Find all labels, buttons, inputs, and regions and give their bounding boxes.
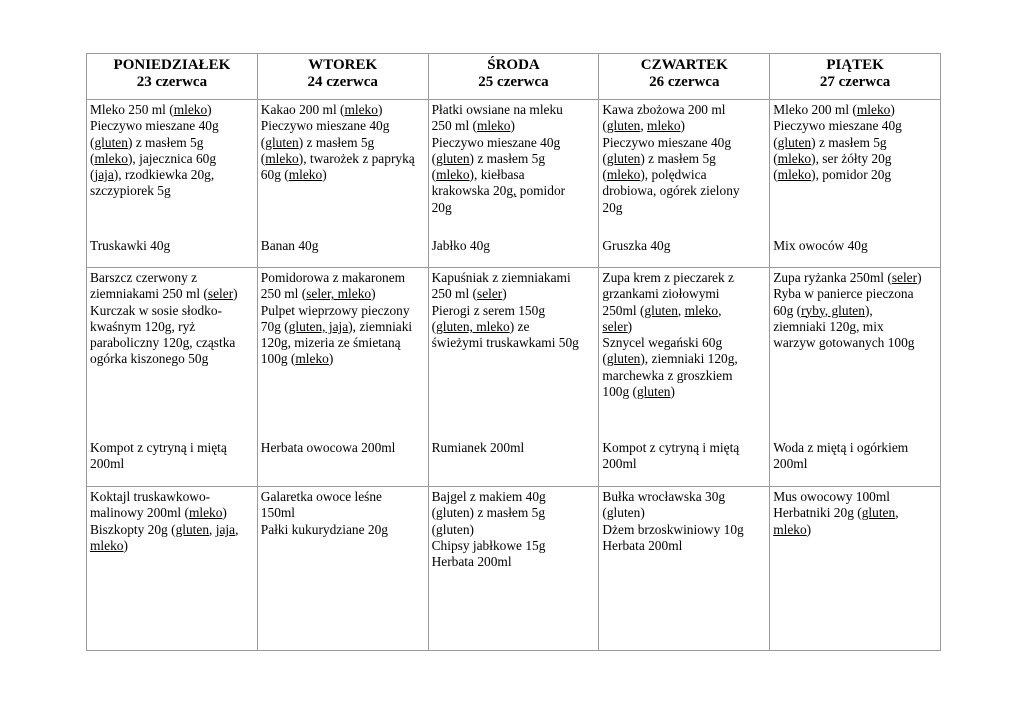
day-name: ŚRODA xyxy=(487,57,540,73)
text-line: Mleko 250 ml (mleko) xyxy=(90,102,212,117)
day-header xyxy=(428,54,599,100)
text-line: krakowska 20g, pomidor xyxy=(431,183,566,199)
allergen-tag: mleko xyxy=(288,167,323,183)
text-line: szczypiorek 5g xyxy=(90,183,171,199)
text-line: Mleko 200 ml (mleko) xyxy=(773,102,895,117)
text-line: Jabłko 40g xyxy=(431,238,490,253)
menu-table xyxy=(86,53,941,651)
text-line: paraboliczny 120g, cząstka xyxy=(90,335,236,351)
meal-text xyxy=(602,270,766,400)
text-line: (mleko), pomidor 20g xyxy=(773,167,892,183)
menu-cell xyxy=(428,100,599,268)
text-line: Pieczywo mieszane 40g xyxy=(90,118,219,134)
text-line: 120g, mizeria ze śmietaną xyxy=(260,335,401,351)
text-line: Mus owocowy 100ml xyxy=(773,489,890,504)
text-line: Płatki owsiane na mleku xyxy=(431,102,563,117)
text-line: Kapuśniak z ziemniakami xyxy=(431,270,571,285)
text-line: Herbata owocowa 200ml xyxy=(260,440,396,455)
menu-cell xyxy=(87,268,258,487)
menu-cell xyxy=(257,268,428,487)
text-line: Sznycel wegański 60g xyxy=(602,335,723,351)
header-row xyxy=(87,54,941,100)
text-line: Galaretka owoce leśne xyxy=(260,489,382,504)
drink-text xyxy=(773,440,937,473)
allergen-tag: , xyxy=(513,183,517,199)
meal-text xyxy=(432,489,596,570)
day-date: 24 czerwca xyxy=(307,74,378,90)
meal-text xyxy=(90,489,254,554)
text-line: Bułka wrocławska 30g xyxy=(602,489,726,504)
text-line: Pierogi z serem 150g xyxy=(431,302,546,318)
text-line: (mleko), ser żółty 20g xyxy=(773,150,892,166)
allergen-tag: gluten, mleko xyxy=(436,318,510,334)
text-line: Kawa zbożowa 200 ml xyxy=(602,102,726,117)
allergen-tag: gluten xyxy=(606,351,641,367)
allergen-tag: seler xyxy=(476,286,503,302)
text-line: (mleko), polędwica xyxy=(602,167,707,183)
text-line: Chipsy jabłkowe 15g xyxy=(431,537,546,553)
meal-text xyxy=(261,489,425,538)
text-line: Biszkopty 20g (gluten, jaja, xyxy=(90,521,239,537)
text-line: grzankami ziołowymi xyxy=(602,286,720,302)
text-line: Barszcz czerwony z xyxy=(90,270,198,285)
fruit-text xyxy=(90,238,254,254)
allergen-tag: mleko xyxy=(856,102,891,117)
menu-cell xyxy=(257,100,428,268)
allergen-tag: mleko xyxy=(606,167,641,183)
text-line: Koktajl truskawkowo- xyxy=(90,489,211,504)
text-line: (gluten, mleko) xyxy=(602,118,685,134)
fruit-text xyxy=(261,238,425,254)
text-line: ziemniakami 250 ml (seler) xyxy=(90,286,238,302)
allergen-tag: mleko xyxy=(436,167,470,183)
allergen-tag: gluten xyxy=(436,150,470,166)
text-line: (gluten), ziemniaki 120g, xyxy=(602,351,738,367)
text-line: Kompot z cytryną i miętą xyxy=(602,440,740,455)
text-line: marchewka z groszkiem xyxy=(602,367,733,383)
text-line: 100g (gluten) xyxy=(602,384,675,400)
text-line: 20g xyxy=(431,199,452,215)
drink-text xyxy=(261,440,425,456)
text-line: Truskawki 40g xyxy=(90,238,171,253)
text-line: 250 ml (seler) xyxy=(431,286,507,302)
lunch-row xyxy=(87,268,941,487)
text-line: Pieczywo mieszane 40g xyxy=(602,134,732,150)
meal-text xyxy=(261,102,425,183)
menu-cell xyxy=(257,487,428,651)
text-line: (mleko), twarożek z papryką xyxy=(260,150,415,166)
menu-cell xyxy=(770,100,941,268)
allergen-tag: gluten xyxy=(94,134,128,150)
text-line: świeżymi truskawkami 50g xyxy=(431,335,579,351)
allergen-tag: seler, mleko xyxy=(306,286,372,302)
text-line: Kurczak w sosie słodko- xyxy=(90,302,223,318)
allergen-tag: mleko xyxy=(777,167,812,183)
text-line: (mleko), jajecznica 60g xyxy=(90,150,217,166)
menu-cell xyxy=(770,487,941,651)
allergen-tag: mleko xyxy=(647,118,681,134)
drink-text xyxy=(602,440,766,473)
text-line: Kakao 200 ml (mleko) xyxy=(260,102,383,117)
text-line: mleko) xyxy=(773,521,812,537)
text-line: Pulpet wieprzowy pieczony xyxy=(260,302,410,318)
text-line: Rumianek 200ml xyxy=(431,440,525,455)
text-line: Pieczywo mieszane 40g xyxy=(431,134,561,150)
allergen-tag: gluten xyxy=(175,521,210,537)
allergen-tag: mleko xyxy=(344,102,378,117)
day-header xyxy=(770,54,941,100)
text-line: 200ml xyxy=(602,456,637,472)
text-line: (gluten) xyxy=(431,521,474,537)
meal-text xyxy=(773,102,937,183)
day-header xyxy=(257,54,428,100)
text-line: Ryba w panierce pieczona xyxy=(773,286,914,302)
text-line: seler) xyxy=(602,318,633,334)
drink-text xyxy=(90,440,254,473)
allergen-tag: gluten xyxy=(606,118,641,134)
text-line: 200ml xyxy=(90,456,125,472)
menu-cell xyxy=(599,487,770,651)
text-line: Pałki kukurydziane 20g xyxy=(260,521,388,537)
text-line: 200ml xyxy=(773,456,808,472)
allergen-tag: gluten xyxy=(265,134,299,150)
text-line: kwaśnym 120g, ryż xyxy=(90,318,196,334)
allergen-tag: mleko xyxy=(265,150,299,166)
allergen-tag: ryby, gluten xyxy=(801,302,865,318)
text-line: Herbata 200ml xyxy=(602,537,683,553)
text-line: 100g (mleko) xyxy=(260,351,334,367)
text-line: Gruszka 40g xyxy=(602,238,671,253)
text-line: (mleko), kiełbasa xyxy=(431,167,525,183)
allergen-tag: gluten xyxy=(636,384,671,400)
text-line: ogórka kiszonego 50g xyxy=(90,351,209,367)
text-line: (gluten) xyxy=(602,505,645,521)
allergen-tag: gluten, jaja xyxy=(288,318,349,334)
menu-cell xyxy=(428,268,599,487)
text-line: (gluten) z masłem 5g xyxy=(773,134,887,150)
text-line: Mix owoców 40g xyxy=(773,238,868,253)
text-line: Woda z miętą i ogórkiem xyxy=(773,440,909,455)
text-line: 150ml xyxy=(260,505,296,521)
allergen-tag: seler xyxy=(602,318,628,334)
text-line: 70g (gluten, jaja), ziemniaki xyxy=(260,318,413,334)
text-line: (jaja), rzodkiewka 20g, xyxy=(90,167,215,183)
day-name: CZWARTEK xyxy=(640,57,728,73)
text-line: Zupa krem z pieczarek z xyxy=(602,270,734,285)
allergen-tag: mleko xyxy=(173,102,208,117)
text-line: 250ml (gluten, mleko, xyxy=(602,302,722,318)
text-line: (gluten) z masłem 5g xyxy=(431,150,546,166)
text-line: (gluten, mleko) ze xyxy=(431,318,530,334)
day-name: PONIEDZIAŁEK xyxy=(113,57,231,73)
text-line: (gluten) z masłem 5g xyxy=(602,150,716,166)
allergen-tag: mleko xyxy=(773,521,807,537)
snack-row xyxy=(87,487,941,651)
text-line: 250 ml (mleko) xyxy=(431,118,515,134)
menu-cell xyxy=(599,100,770,268)
text-line: (gluten) z masłem 5g xyxy=(260,134,375,150)
day-date: 23 czerwca xyxy=(136,74,208,90)
text-line: Herbata 200ml xyxy=(431,554,512,570)
meal-text xyxy=(773,489,937,538)
allergen-tag: mleko xyxy=(188,505,223,521)
text-line: Dżem brzoskwiniowy 10g xyxy=(602,521,744,537)
allergen-tag: mleko xyxy=(90,537,124,553)
meal-text xyxy=(432,102,596,216)
menu-cell xyxy=(87,100,258,268)
text-line: Pomidorowa z makaronem xyxy=(260,270,406,285)
text-line: Pieczywo mieszane 40g xyxy=(260,118,390,134)
meal-text xyxy=(602,489,766,554)
text-line: malinowy 200ml (mleko) xyxy=(90,505,227,521)
day-date: 27 czerwca xyxy=(819,74,891,90)
text-line: Bajgel z makiem 40g xyxy=(431,489,546,504)
allergen-tag: seler xyxy=(891,270,918,285)
meal-text xyxy=(90,102,254,200)
text-line: 250 ml (seler, mleko) xyxy=(260,286,376,302)
text-line: mleko) xyxy=(90,537,128,553)
allergen-tag: mleko xyxy=(94,150,128,166)
drink-text xyxy=(432,440,596,456)
allergen-tag: gluten xyxy=(606,150,641,166)
meal-text xyxy=(432,270,596,351)
menu-cell xyxy=(87,487,258,651)
fruit-text xyxy=(602,238,766,254)
allergen-tag: gluten xyxy=(777,134,812,150)
allergen-tag: jaja xyxy=(215,521,236,537)
fruit-text xyxy=(432,238,596,254)
fruit-text xyxy=(773,238,937,254)
text-line: (gluten) z masłem 5g xyxy=(90,134,204,150)
menu-cell xyxy=(770,268,941,487)
day-date: 25 czerwca xyxy=(478,74,549,90)
text-line: Herbatniki 20g (gluten, xyxy=(773,505,899,521)
text-line: Zupa ryżanka 250ml (seler) xyxy=(773,270,922,285)
text-line: Banan 40g xyxy=(260,238,319,253)
breakfast-row xyxy=(87,100,941,268)
text-line: 20g xyxy=(602,199,623,215)
text-line: Kompot z cytryną i miętą xyxy=(90,440,227,455)
text-line: Pieczywo mieszane 40g xyxy=(773,118,902,134)
meal-text xyxy=(261,270,425,368)
menu-cell xyxy=(428,487,599,651)
day-name: WTOREK xyxy=(308,57,378,73)
allergen-tag: gluten xyxy=(644,302,678,318)
day-header xyxy=(599,54,770,100)
text-line: (gluten) z masłem 5g xyxy=(431,505,546,521)
menu-cell xyxy=(599,268,770,487)
text-line: 60g (ryby, gluten), xyxy=(773,302,873,318)
day-name: PIĄTEK xyxy=(826,57,884,73)
text-line: ziemniaki 120g, mix xyxy=(773,318,884,334)
allergen-tag: seler xyxy=(207,286,234,302)
meal-text xyxy=(90,270,254,368)
text-line: 60g (mleko) xyxy=(260,167,327,183)
allergen-tag: mleko xyxy=(777,150,812,166)
allergen-tag: mleko xyxy=(684,302,719,318)
text-line: warzyw gotowanych 100g xyxy=(773,335,915,351)
meal-text xyxy=(773,270,937,351)
meal-text xyxy=(602,102,766,216)
allergen-tag: mleko xyxy=(295,351,329,367)
text-line: drobiowa, ogórek zielony xyxy=(602,183,740,199)
allergen-tag: mleko xyxy=(476,118,511,134)
day-header xyxy=(87,54,258,100)
allergen-tag: gluten xyxy=(861,505,896,521)
allergen-tag: jaja xyxy=(94,167,114,183)
day-date: 26 czerwca xyxy=(649,74,720,90)
